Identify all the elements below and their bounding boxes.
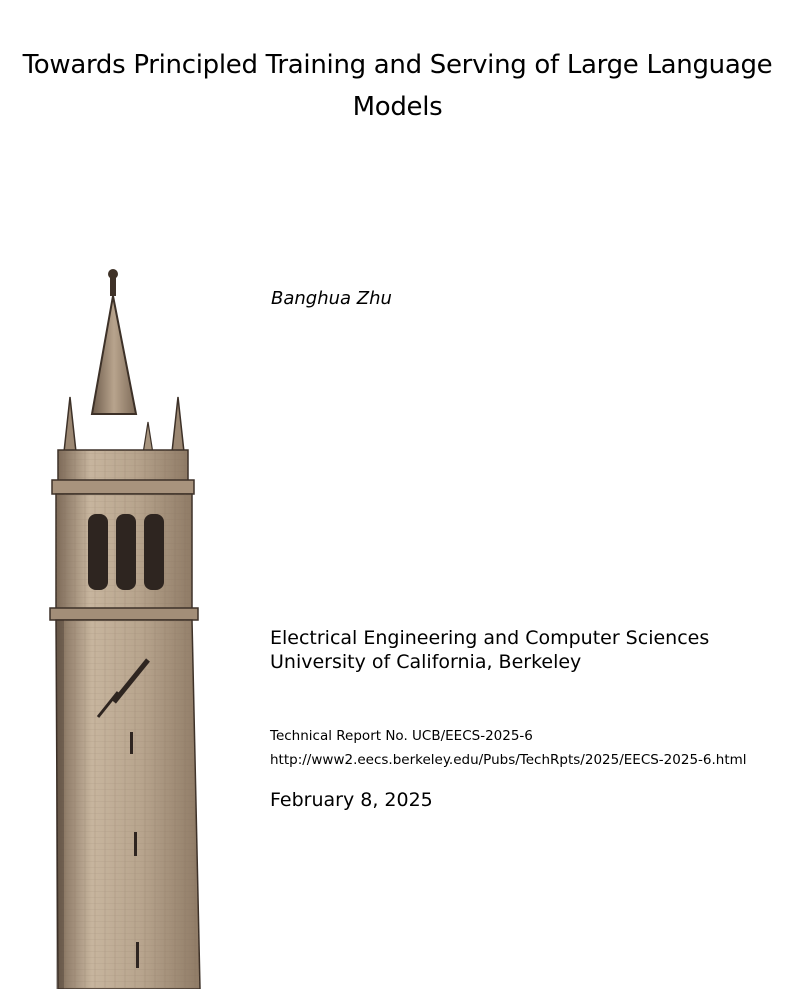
report-info	[270, 724, 747, 772]
department-block	[270, 626, 709, 674]
university-name: University of California, Berkeley	[270, 651, 582, 673]
author-name: Banghua Zhu	[271, 288, 392, 309]
campanile-tower-icon	[40, 262, 220, 989]
department-name: Electrical Engineering and Computer Sciences	[270, 627, 710, 649]
document-title: Towards Principled Training and Serving of Large Language Models	[22, 50, 773, 122]
publication-date: February 8, 2025	[270, 789, 433, 811]
report-number: Technical Report No. UCB/EECS-2025-6	[270, 728, 533, 744]
report-url[interactable]: http://www2.eecs.berkeley.edu/Pubs/TechRpts/2025/EECS-2025-6.html	[270, 752, 747, 768]
